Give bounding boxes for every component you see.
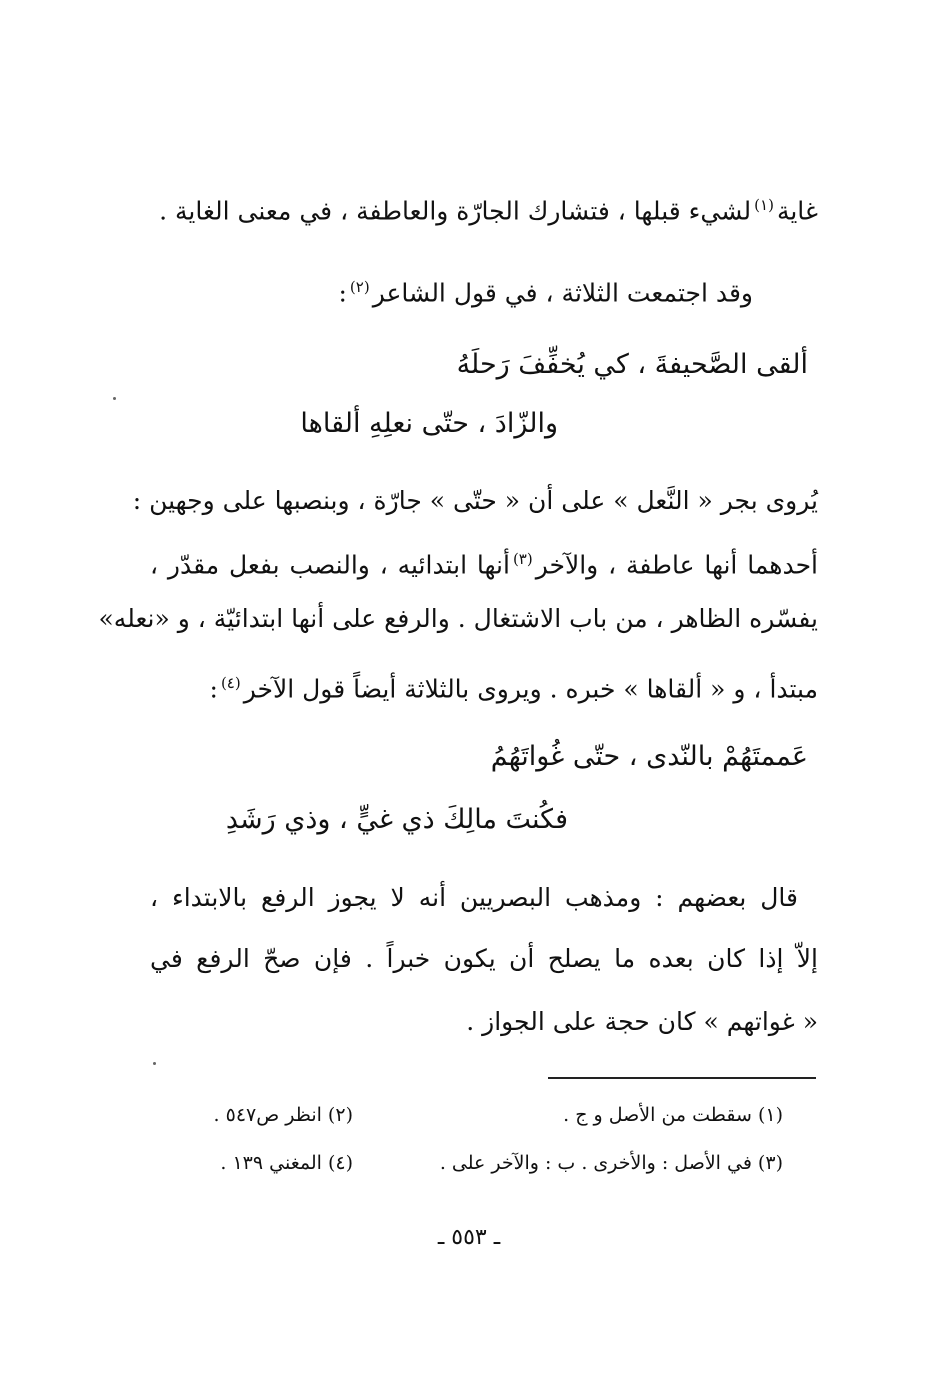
- text-line-1-end: لشيء قبلها ، فتشارك الجارّة والعاطفة ، في معنى الغاية .: [159, 196, 752, 226]
- text-line-6-start: مبتدأ ، و « ألقاها » خبره . ويروى بالثلاثة أيضاً قول الآخر: [243, 674, 818, 704]
- verse-2-second-hemistich: فكُنتَ مالِكَ ذي غيٍّ ، وذي رَشَدِ: [225, 804, 568, 835]
- text-line-8: إلاّ إذا كان بعده ما يصلح أن يكون خبراً . فإن صحّ الرفع في: [150, 944, 818, 973]
- footnote-1: (١) سقطت من الأصل و ج .: [563, 1104, 783, 1126]
- footnote-2: (٢) انظر ص٥٤٧ .: [213, 1104, 353, 1126]
- text-line-6-end: :: [209, 674, 218, 704]
- page-number: ـ ٥٥٣ ـ: [437, 1225, 501, 1250]
- text-line-4-start: أحدهما أنها عاطفة ، والآخر: [535, 550, 819, 580]
- text-line-1-start: غاية: [776, 196, 818, 226]
- text-line-3: يُروى بجر « النَّعل » على أن « حتّى » جارّة ، وبنصبها على وجهين :: [132, 486, 818, 515]
- text-line-6: [210, 661, 819, 711]
- footnote-ref-3: (٣): [512, 550, 533, 568]
- footnote-ref-1: (١): [754, 196, 774, 214]
- text-line-2-end: :: [338, 278, 347, 308]
- footnote-3: (٣) في الأصل : والأخرى . ب : والآخر على .: [439, 1152, 783, 1174]
- text-line-9: « غواتهم » كان حجة على الجواز .: [466, 1007, 818, 1036]
- footnote-ref-4: (٤): [220, 674, 241, 692]
- verse-1-second-hemistich: والزّادَ ، حتّى نعلِهِ ألقاها: [300, 408, 558, 439]
- text-line-4: [150, 537, 818, 587]
- text-line-2-start: وقد اجتمعت الثلاثة ، في قول الشاعر: [372, 278, 753, 308]
- verse-1-first-hemistich: ألقى الصَّحيفةَ ، كي يُخفِّفَ رَحلَهُ: [456, 349, 808, 380]
- text-line-1: [159, 183, 818, 233]
- footnote-4: (٤) المغني ١٣٩ .: [220, 1152, 353, 1174]
- verse-2-first-hemistich: عَممتَهُمْ بالنّدى ، حتّى غُواتَهُمُ: [490, 741, 808, 772]
- footnote-separator: [548, 1077, 816, 1079]
- text-line-2: [338, 265, 753, 315]
- footnote-ref-2: (٢): [349, 278, 370, 296]
- text-line-5: يفسّره الظاهر ، من باب الاشتغال . والرفع على أنها ابتدائيّة ، و «نعله»: [98, 604, 818, 633]
- speck-mark: [113, 397, 116, 400]
- text-line-4-end: أنها ابتدائيه ، والنصب بفعل مقدّر ،: [150, 550, 510, 580]
- speck-mark: [153, 1062, 156, 1065]
- text-line-7: قال بعضهم : ومذهب البصريين أنه لا يجوز الرفع بالابتداء ،: [150, 883, 798, 912]
